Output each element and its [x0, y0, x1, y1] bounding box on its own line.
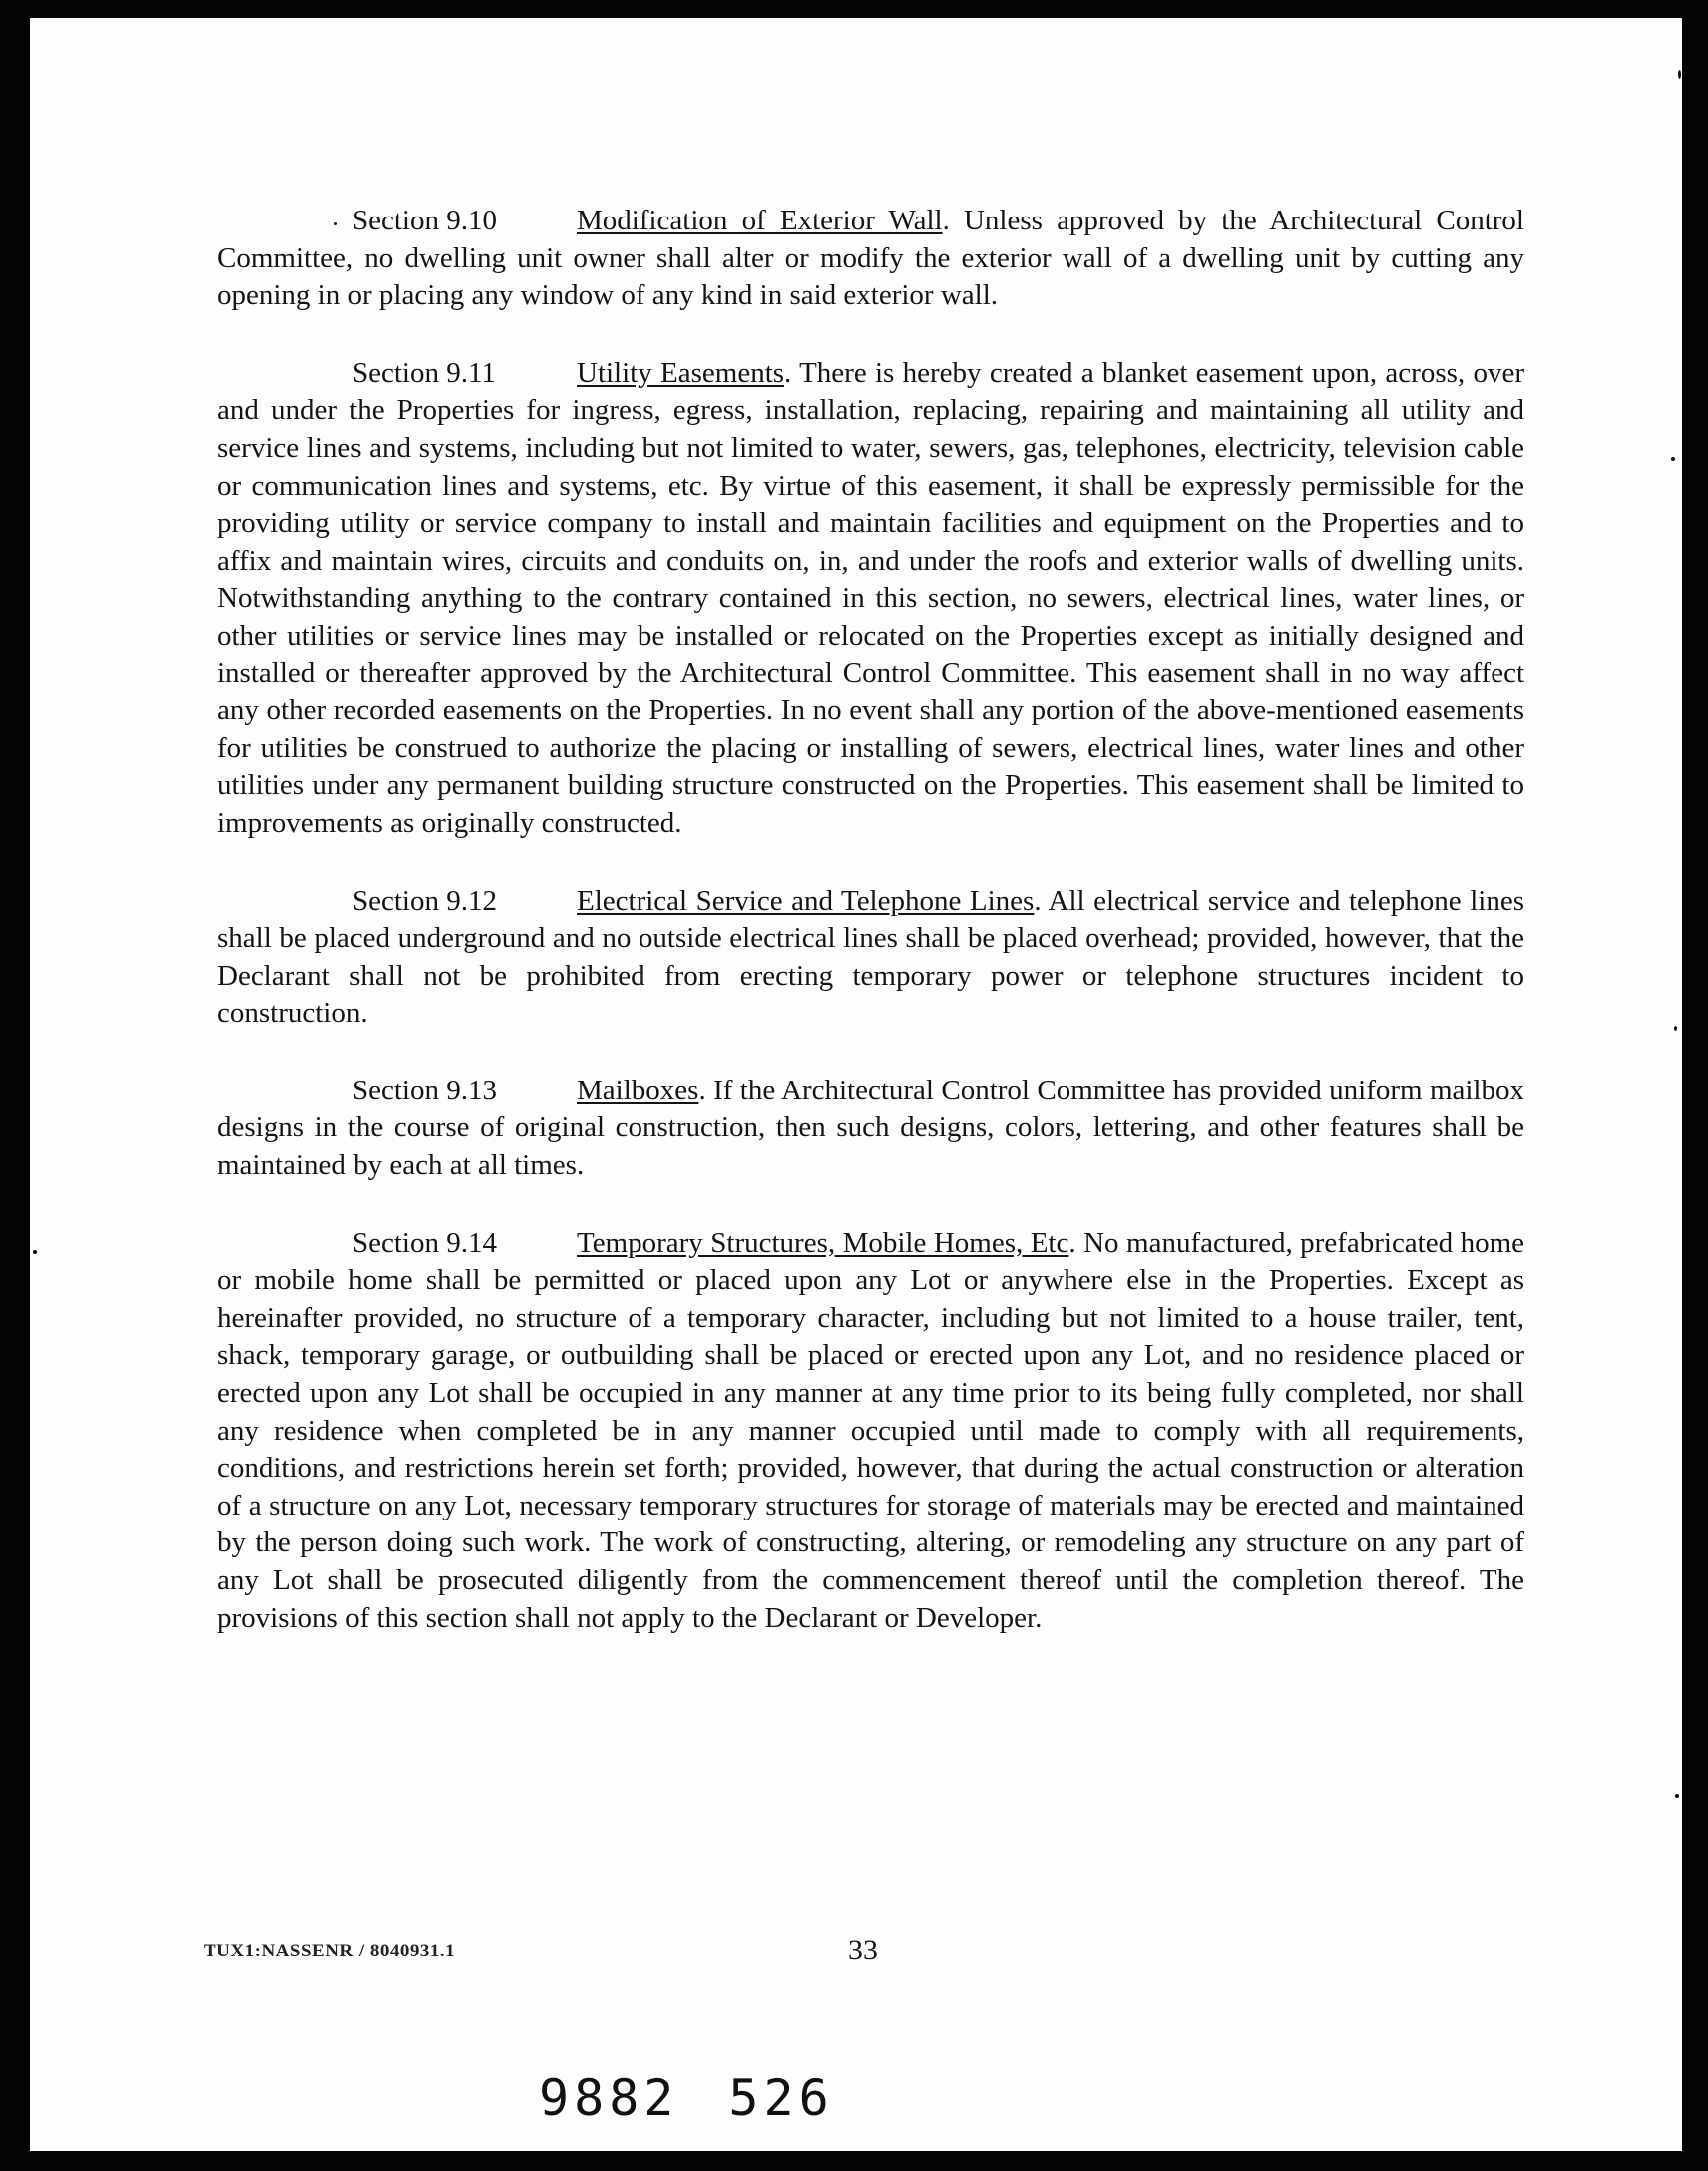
page-number: 33 — [848, 1934, 878, 1966]
section-9-12: Section 9.12 Electrical Service and Telephone Lines. All electrical service and telephone lines shall be placed underground and no outside electrical lines shall be placed overhead; provided, however, that the Declarant shall not be prohibited from erecting temporary power or telephone structures incident to construction. — [217, 884, 1524, 1030]
scan-speck — [1671, 457, 1675, 461]
section-body: All electrical service and telephone lines shall be placed underground and no outside electrical lines shall be placed overhead; provided, however, that the Declarant shall not be prohibited from erecting temporary power or telephone structures incident to construction. — [217, 884, 1524, 1030]
section-title: Utility Easements — [577, 356, 785, 389]
section-number: Section 9.11 — [352, 356, 496, 389]
footer-document-code: TUX1:NASSENR / 8040931.1 — [204, 1941, 456, 1961]
section-title: Modification of Exterior Wall — [577, 205, 943, 236]
section-number: Section 9.13 — [352, 1074, 497, 1106]
scan-speck — [1675, 1794, 1679, 1798]
section-title: Mailboxes — [577, 1074, 699, 1106]
section-number: Section 9.10 — [352, 205, 497, 236]
document-page — [30, 18, 1682, 2151]
section-body: Unless approved by the Architectural Control Committee, no dwelling unit owner shall alter or modify the exterior wall of a dwelling unit by cutting any opening in or placing any window of any kind in said exterior wall. — [217, 205, 1524, 312]
section-body: There is hereby created a blanket easement upon, across, over and under the Properties for ingress, egress, installation, replacing, repairing and maintaining all utility and service lines and systems, including but not limited to water, sewers, gas, telephones, electricity, television cable or communication lines and systems, etc. By virtue of this easement, it shall be expressly permissible for the providing utility or service company to install and maintain facilities and equipment on the Properties and to affix and maintain wires, circuits and conduits on, in, and under the roofs and exterior walls of dwelling units. Notwithstanding anything to the contrary contained in this section, no sewers, electrical lines, water lines, or other utilities or service lines may be installed or relocated on the Properties except as initially designed and installed or thereafter approved by the Architectural Control Committee. This easement shall in no way affect any other recorded easements on the Properties. In no event shall any portion of the above-mentioned easements for utilities be construed to authorize the placing or installing of sewers, electrical lines, water lines and other utilities under any permanent building structure constructed on the Properties. This easement shall be limited to improvements as originally constructed. — [217, 356, 1524, 839]
section-number: Section 9.14 — [352, 1226, 497, 1259]
section-title: Electrical Service and Telephone Lines — [577, 884, 1035, 917]
section-body: If the Architectural Control Committee has provided uniform mailbox designs in the course of original construction, then such designs, colors, lettering, and other features shall be maintained by each at all times. — [217, 1074, 1524, 1182]
section-9-11: Section 9.11 Utility Easements. There is hereby created a blanket easement upon, across, over and under the Properties for ingress, egress, installation, replacing, repairing and maintaining all utility and service lines and systems, including but not limited to water, sewers, gas, telephones, electricity, television cable or communication lines and systems, etc. By virtue of this easement, it shall be expressly permissible for the providing utility or service company to install and maintain facilities and equipment on the Properties and to affix and maintain wires, circuits and conduits on, in, and under the roofs and exterior walls of dwelling units. Notwithstanding anything to the contrary contained in this section, no sewers, electrical lines, water lines, or other utilities or service lines may be installed or relocated on the Properties except as initially designed and installed or thereafter approved by the Architectural Control Committee. This easement shall in no way affect any other recorded easements on the Properties. In no event shall any portion of the above-mentioned easements for utilities be construed to authorize the placing or installing of sewers, electrical lines, water lines and other utilities under any permanent building structure constructed on the Properties. This easement shall be limited to improvements as originally constructed. — [217, 356, 1524, 839]
section-9-13: Section 9.13 Mailboxes. If the Architectural Control Committee has provided uniform mailbox designs in the course of original construction, then such designs, colors, lettering, and other features shall be maintained by each at all times. — [217, 1074, 1524, 1182]
scan-speck — [1674, 1026, 1677, 1031]
stamp-book-number: 9882 — [539, 2069, 679, 2127]
section-9-14: Section 9.14 Temporary Structures, Mobile Homes, Etc. No manufactured, prefabricated home or mobile home shall be permitted or placed upon any Lot or anywhere else in the Properties. Except as hereinafter provided, no structure of a temporary character, including but not limited to a house trailer, tent, shack, temporary garage, or outbuilding shall be placed or erected upon any Lot, and no residence placed or erected upon any Lot shall be occupied in any manner at any time prior to its being fully completed, nor shall any residence when completed be in any manner occupied until made to comply with all requirements, conditions, and restrictions herein set forth; provided, however, that during the actual construction or alteration of a structure on any Lot, necessary temporary structures for storage of materials may be erected and maintained by the person doing such work. The work of constructing, altering, or remodeling any structure on any part of any Lot shall be prosecuted diligently from the commencement thereof until the completion thereof. The provisions of this section shall not apply to the Declarant or Developer. — [217, 1226, 1525, 1634]
section-body: No manufactured, prefabricated home or mobile home shall be permitted or placed upon any Lot or anywhere else in the Properties. Except as hereinafter provided, no structure of a temporary character, including but not limited to a house trailer, tent, shack, temporary garage, or outbuilding shall be placed or erected upon any Lot, and no residence placed or erected upon any Lot shall be occupied in any manner at any time prior to its being fully completed, nor shall any residence when completed be in any manner occupied until made to comply with all requirements, conditions, and restrictions herein set forth; provided, however, that during the actual construction or alteration of a structure on any Lot, necessary temporary structures for storage of materials may be erected and maintained by the person doing such work. The work of constructing, altering, or remodeling any structure on any part of any Lot shall be prosecuted diligently from the commencement thereof until the completion thereof. The provisions of this section shall not apply to the Declarant or Developer. — [217, 1226, 1525, 1634]
recording-stamp — [539, 2069, 834, 2127]
section-title: Temporary Structures, Mobile Homes, Etc — [577, 1226, 1069, 1259]
scan-speck — [33, 1250, 37, 1254]
document-body — [217, 203, 1524, 1677]
scan-speck — [1678, 70, 1681, 79]
section-number: Section 9.12 — [352, 884, 497, 917]
section-9-10: Section 9.10 Modification of Exterior Wall. Unless approved by the Architectural Control Committee, no dwelling unit owner shall alter or modify the exterior wall of a dwelling unit by cutting any opening in or placing any window of any kind in said exterior wall. — [217, 205, 1524, 312]
stamp-page-number: 526 — [728, 2069, 834, 2127]
